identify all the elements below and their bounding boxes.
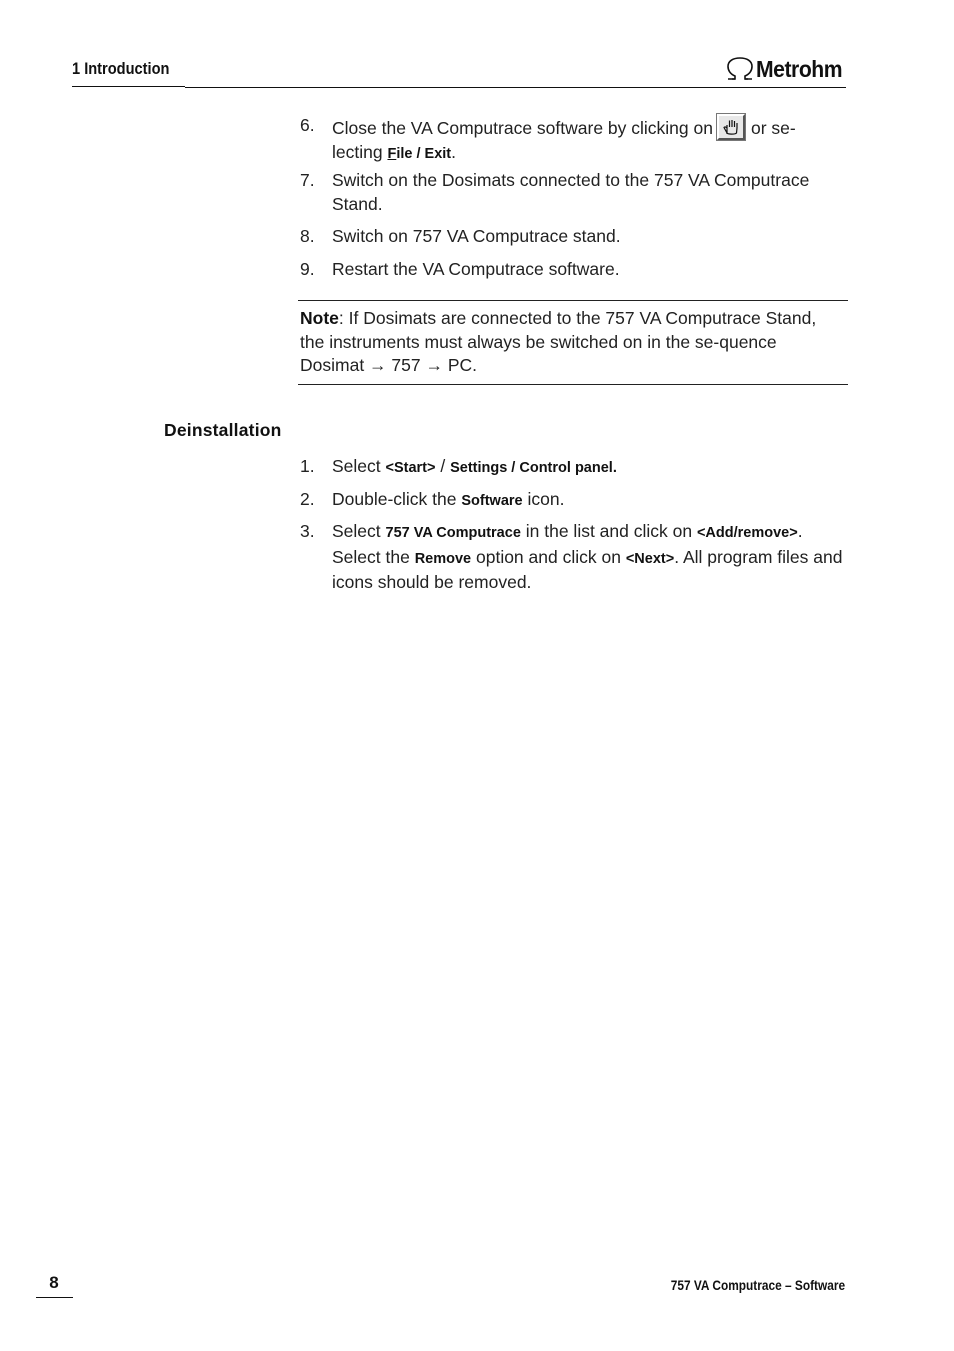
step-text: Switch on the Dosimats connected to the 757 VA Computrace Stand. xyxy=(332,170,810,214)
step-number: 2. xyxy=(300,489,315,509)
note-rule xyxy=(298,384,848,385)
note-label: Note xyxy=(300,308,339,328)
step-number: 7. xyxy=(300,170,315,190)
step-text: Select <Start> / Settings / Control panel. xyxy=(332,456,617,476)
metrohm-logo xyxy=(725,56,850,82)
step-text: Select 757 VA Computrace in the list and click on <Add/remove>. Select the Remove option and click on <Next>. All program files and icons should be removed. xyxy=(332,521,843,592)
document-title: 757 VA Computrace – Software xyxy=(670,1278,845,1293)
hand-icon xyxy=(722,118,740,136)
step-number: 3. xyxy=(300,521,315,541)
step-number: 1. xyxy=(300,456,315,476)
note-box xyxy=(300,307,845,378)
page-number: 8 xyxy=(49,1273,59,1292)
step-number: 9. xyxy=(300,259,315,279)
list-item xyxy=(300,114,848,162)
step-text: Switch on 757 VA Computrace stand. xyxy=(332,226,621,246)
chapter-title: 1 Introduction xyxy=(72,59,170,78)
step-text: Restart the VA Computrace software. xyxy=(332,259,620,279)
menu-path-file-exit: File / Exit xyxy=(387,145,452,162)
step-text: Close the VA Computrace software by clicking on or se- lecting File / Exit. xyxy=(332,114,848,166)
step-number: 6. xyxy=(300,115,315,135)
header-rule xyxy=(185,87,846,88)
header-rule xyxy=(72,86,185,87)
note-text: : If Dosimats are connected to the 757 VA Computrace Stand, the instruments must always be switched on in the se-quence Dosimat → 757 → PC. xyxy=(300,308,817,375)
logo-text: Metrohm xyxy=(756,55,843,82)
step-text: Double-click the Software icon. xyxy=(332,489,565,509)
note-rule xyxy=(298,300,848,301)
footer-rule xyxy=(36,1297,73,1298)
section-heading: Deinstallation xyxy=(164,420,282,440)
step-number: 8. xyxy=(300,226,315,246)
stop-hand-button[interactable] xyxy=(717,114,745,140)
omega-logo-icon xyxy=(725,56,755,82)
